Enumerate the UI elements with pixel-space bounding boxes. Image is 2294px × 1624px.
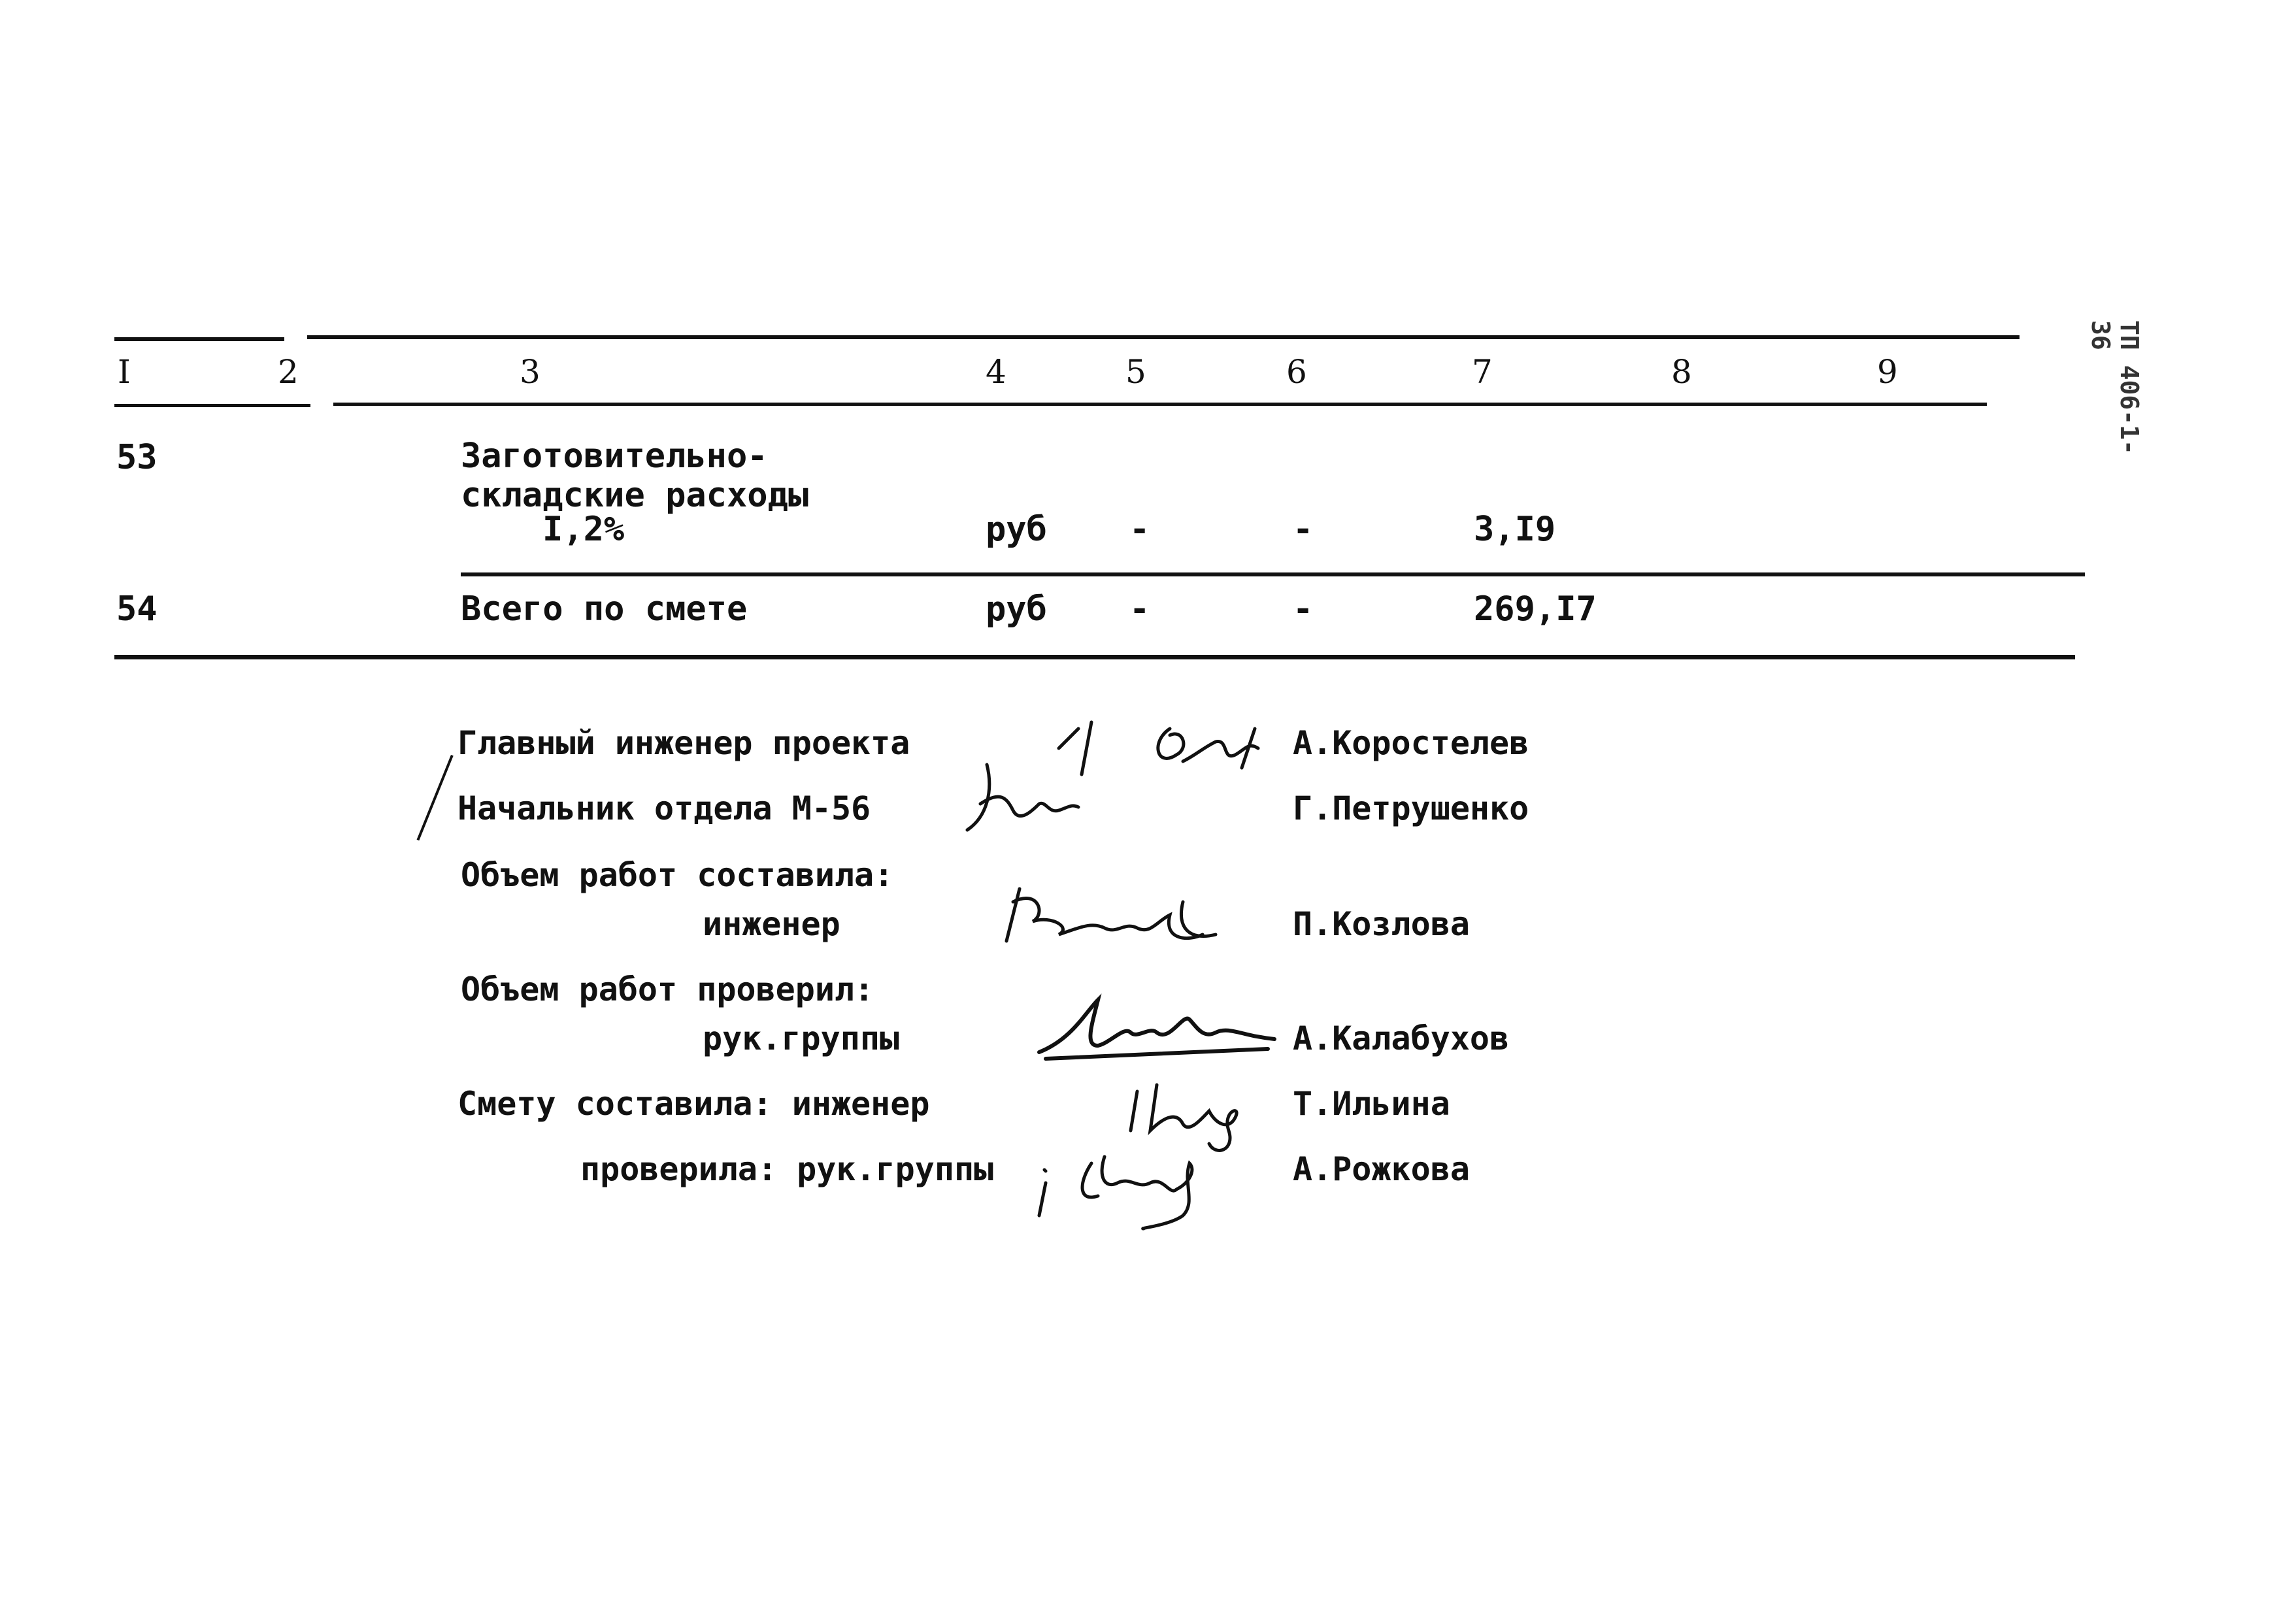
row-54-number: 54: [116, 589, 158, 629]
role-checked-line2: рук.группы: [703, 1019, 900, 1057]
name-chief-engineer: А.Коростелев: [1293, 724, 1529, 762]
col-header-5: 5: [1125, 353, 1146, 391]
row-53-col7: 3,I9: [1474, 510, 1556, 549]
name-checked: А.Калабухов: [1293, 1019, 1510, 1057]
row-53-col5: -: [1129, 510, 1150, 549]
role-estimate-checked: проверила: рук.группы: [580, 1150, 994, 1188]
col-header-7: 7: [1472, 353, 1493, 391]
signature-compiled: [993, 876, 1242, 963]
role-compiled-line1: Объем работ составила:: [461, 856, 894, 894]
col-header-4: 4: [986, 353, 1006, 391]
signature-checked: [1033, 987, 1281, 1074]
row-54-col5: -: [1129, 589, 1150, 629]
col-header-6: 6: [1286, 353, 1307, 391]
role-dept-head: Начальник отдела М-56: [457, 789, 871, 827]
signature-estimate-checked: [1033, 1137, 1242, 1238]
header-top-rule-left: [114, 337, 284, 341]
pen-stroke-mark: [417, 755, 454, 840]
signature-dept-head: [941, 752, 1111, 852]
col-header-2: 2: [278, 353, 299, 391]
header-bottom-rule-right: [333, 403, 1987, 406]
col-header-9: 9: [1877, 353, 1898, 391]
role-chief-engineer: Главный инженер проекта: [457, 724, 910, 762]
name-dept-head: Г.Петрушенко: [1293, 789, 1529, 827]
col-header-1: I: [118, 353, 131, 391]
row-53-unit: руб: [986, 510, 1047, 549]
row-53-desc-line1: Заготовительно-: [461, 437, 768, 476]
name-compiled: П.Козлова: [1293, 905, 1470, 943]
name-estimate-checked: А.Рожкова: [1293, 1150, 1470, 1188]
row-54-col6: -: [1293, 589, 1314, 629]
header-top-rule-right: [307, 335, 2020, 339]
role-checked-line1: Объем работ проверил:: [461, 970, 874, 1008]
name-estimate-compiled: Т.Ильина: [1293, 1085, 1450, 1123]
row-53-col6: -: [1293, 510, 1314, 549]
col-header-8: 8: [1671, 353, 1692, 391]
row-54-col7: 269,I7: [1474, 589, 1597, 629]
row-53-desc-line2: складские расходы: [461, 476, 809, 515]
table-bottom-rule: [114, 655, 2075, 659]
row-53-desc-line3: I,2%: [542, 510, 625, 549]
header-bottom-rule-left: [114, 404, 310, 407]
row-53-number: 53: [116, 438, 158, 477]
col-header-3: 3: [520, 353, 540, 391]
row-54-unit: руб: [986, 589, 1047, 629]
row-separator-rule: [461, 572, 2085, 576]
role-compiled-line2: инженер: [703, 905, 840, 943]
margin-note: ТП 406-1-36: [2086, 320, 2144, 455]
role-estimate-compiled: Смету составила: инженер: [457, 1085, 930, 1123]
row-54-desc: Всего по смете: [461, 589, 748, 629]
